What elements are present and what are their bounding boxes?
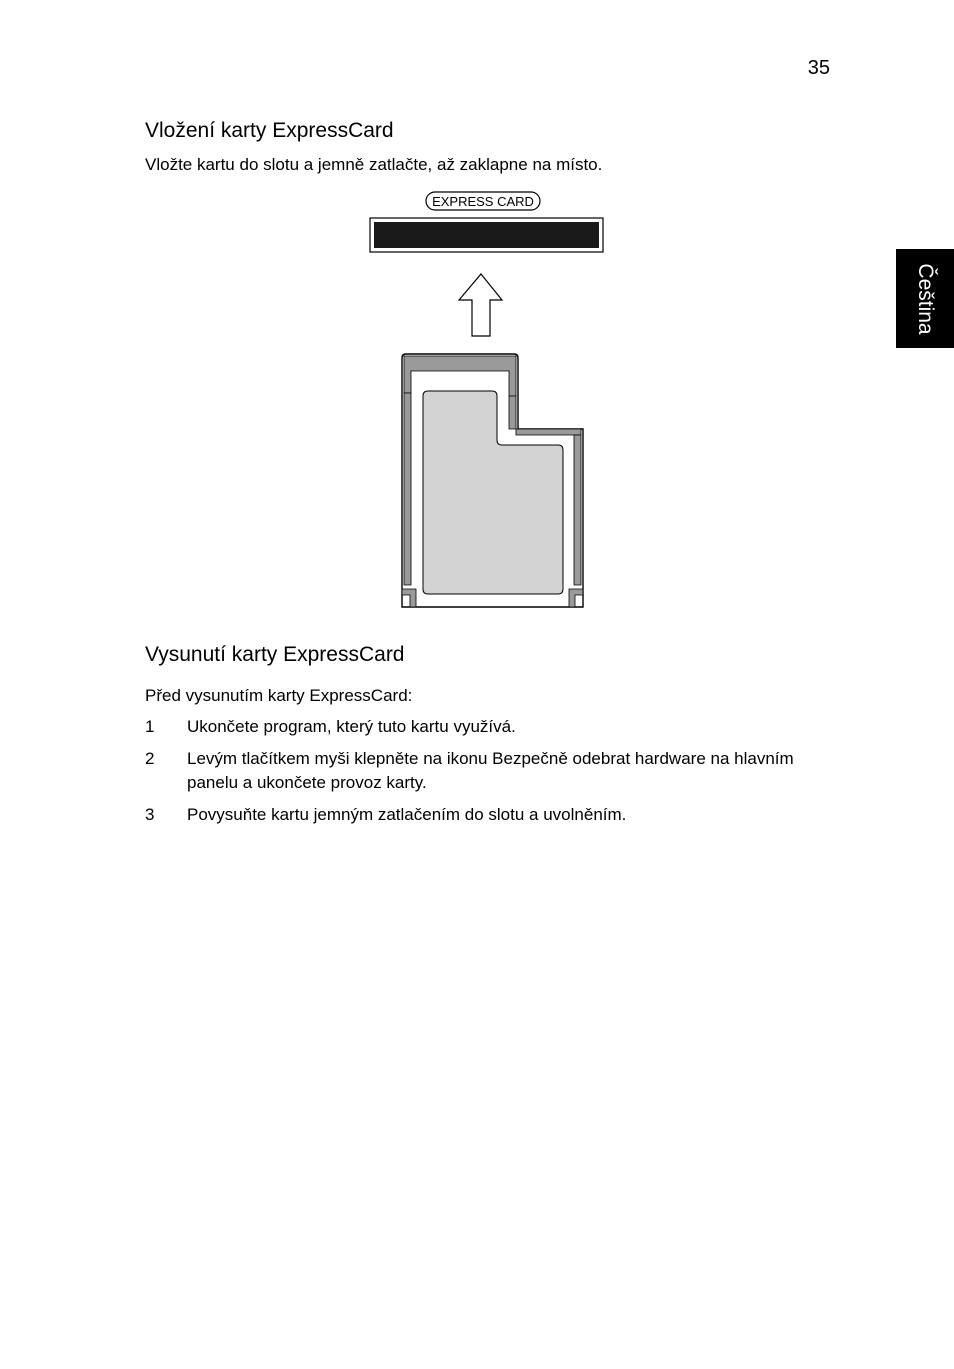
step-number: 3: [145, 805, 155, 824]
language-tab-label: Čeština: [914, 262, 937, 335]
slot-label: [426, 192, 540, 210]
expresscard-figure: [360, 185, 610, 615]
list-item: [145, 803, 805, 827]
list-item: [145, 747, 805, 795]
expresscard-illustration: [360, 185, 610, 615]
language-tab: [896, 249, 954, 348]
step-text: Levým tlačítkem myši klepněte na ikonu Bezpečně odebrat hardware na hlavním panelu a ukončete provoz karty.: [187, 749, 794, 792]
expresscard-slot: [370, 218, 603, 252]
page-number: 35: [807, 57, 830, 79]
eject-intro: Před vysunutím karty ExpressCard:: [145, 686, 413, 705]
step-number: 2: [145, 749, 155, 768]
insert-instruction: Vložte kartu do slotu a jemně zatlačte, až zaklapne na místo.: [145, 155, 603, 174]
arrow-up-icon: [459, 274, 502, 336]
eject-heading: Vysunutí karty ExpressCard: [145, 643, 405, 666]
insert-heading: Vložení karty ExpressCard: [145, 119, 394, 142]
step-number: 1: [145, 717, 155, 736]
slot-label-text: EXPRESS CARD: [432, 194, 534, 209]
list-item: [145, 715, 805, 739]
eject-steps: [145, 715, 805, 835]
step-text: Ukončete program, který tuto kartu využívá.: [187, 717, 516, 736]
step-text: Povysuňte kartu jemným zatlačením do slotu a uvolněním.: [187, 805, 627, 824]
expresscard-card: [402, 354, 583, 607]
